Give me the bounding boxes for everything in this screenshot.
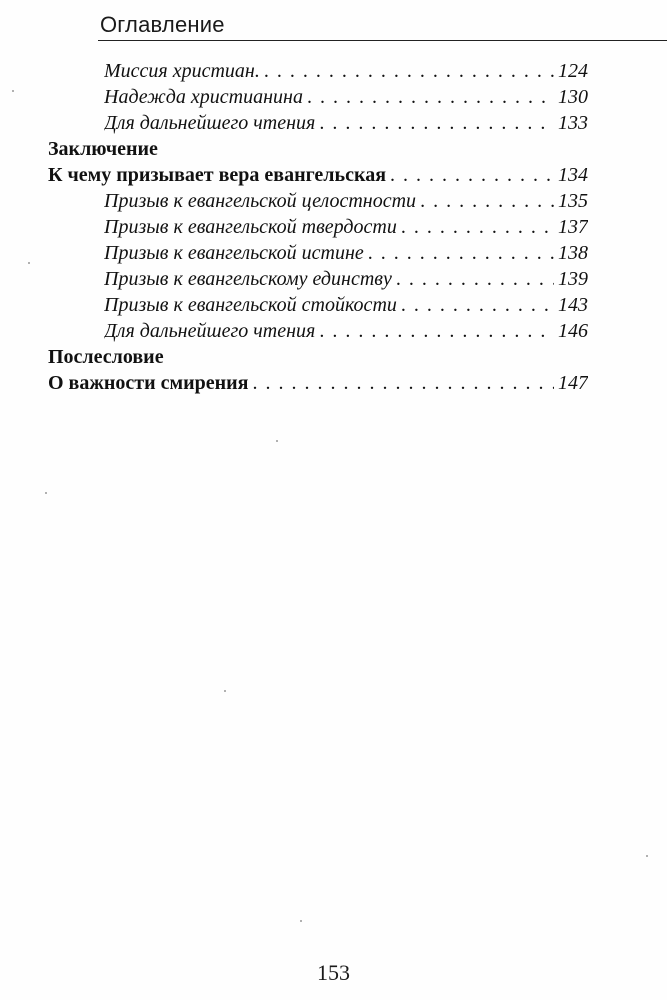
paper-speck	[12, 90, 14, 92]
dot-leader	[253, 370, 555, 396]
paper-speck	[300, 920, 302, 922]
toc-entry-page: 147	[558, 372, 588, 394]
toc-entry	[0, 214, 667, 240]
toc-entry-title: Миссия христиан.	[104, 60, 260, 82]
toc-entry	[0, 370, 667, 396]
toc-entry-title: Для дальнейшего чтения	[104, 112, 316, 134]
toc-entry	[0, 162, 667, 188]
toc-entry	[0, 58, 667, 84]
toc-entry-page: 143	[558, 294, 588, 316]
toc-entry-page: 135	[558, 190, 588, 212]
header-rule	[98, 40, 667, 41]
toc-entry	[0, 266, 667, 292]
toc-entry-title: О важности смирения	[48, 372, 249, 394]
dot-leader	[401, 214, 554, 240]
toc-entry	[0, 110, 667, 136]
toc-entry-page: 139	[558, 268, 588, 290]
table-of-contents	[0, 58, 667, 396]
dot-leader	[420, 188, 554, 214]
toc-entry-title: Призыв к евангельской истине	[104, 242, 364, 264]
toc-entry	[0, 188, 667, 214]
paper-speck	[224, 690, 226, 692]
toc-entry-page: 133	[558, 112, 588, 134]
paper-speck	[28, 262, 30, 264]
toc-entry	[0, 84, 667, 110]
toc-entry-title: Надежда христианина	[104, 86, 303, 108]
page-number: 153	[317, 960, 350, 985]
toc-entry-title: К чему призывает вера евангельская	[48, 164, 387, 186]
toc-heading-title: Заключение	[48, 138, 158, 160]
toc-entry-page: 137	[558, 216, 588, 238]
dot-leader	[368, 240, 554, 266]
dot-leader	[307, 84, 554, 110]
dot-leader	[319, 110, 554, 136]
toc-entry-title: Призыв к евангельской твердости	[104, 216, 397, 238]
toc-section-heading	[0, 136, 667, 162]
toc-entry-page: 146	[558, 320, 588, 342]
paper-speck	[45, 492, 47, 494]
toc-entry-page: 138	[558, 242, 588, 264]
toc-entry	[0, 292, 667, 318]
toc-entry-title: Призыв к евангельскому единству	[104, 268, 392, 290]
toc-entry	[0, 318, 667, 344]
dot-leader	[396, 266, 554, 292]
toc-entry-title: Для дальнейшего чтения	[104, 320, 316, 342]
toc-entry-title: Призыв к евангельской стойкости	[104, 294, 397, 316]
dot-leader	[401, 292, 554, 318]
paper-speck	[276, 440, 278, 442]
toc-heading-title: Послесловие	[48, 346, 164, 368]
toc-section-heading	[0, 344, 667, 370]
dot-leader	[319, 318, 554, 344]
toc-entry-page: 124	[558, 60, 588, 82]
toc-entry-page: 134	[558, 164, 588, 186]
paper-speck	[646, 855, 648, 857]
dot-leader	[264, 58, 554, 84]
toc-entry	[0, 240, 667, 266]
toc-entry-title: Призыв к евангельской целостности	[104, 190, 417, 212]
running-head: Оглавление	[100, 12, 225, 37]
toc-entry-page: 130	[558, 86, 588, 108]
dot-leader	[390, 162, 554, 188]
